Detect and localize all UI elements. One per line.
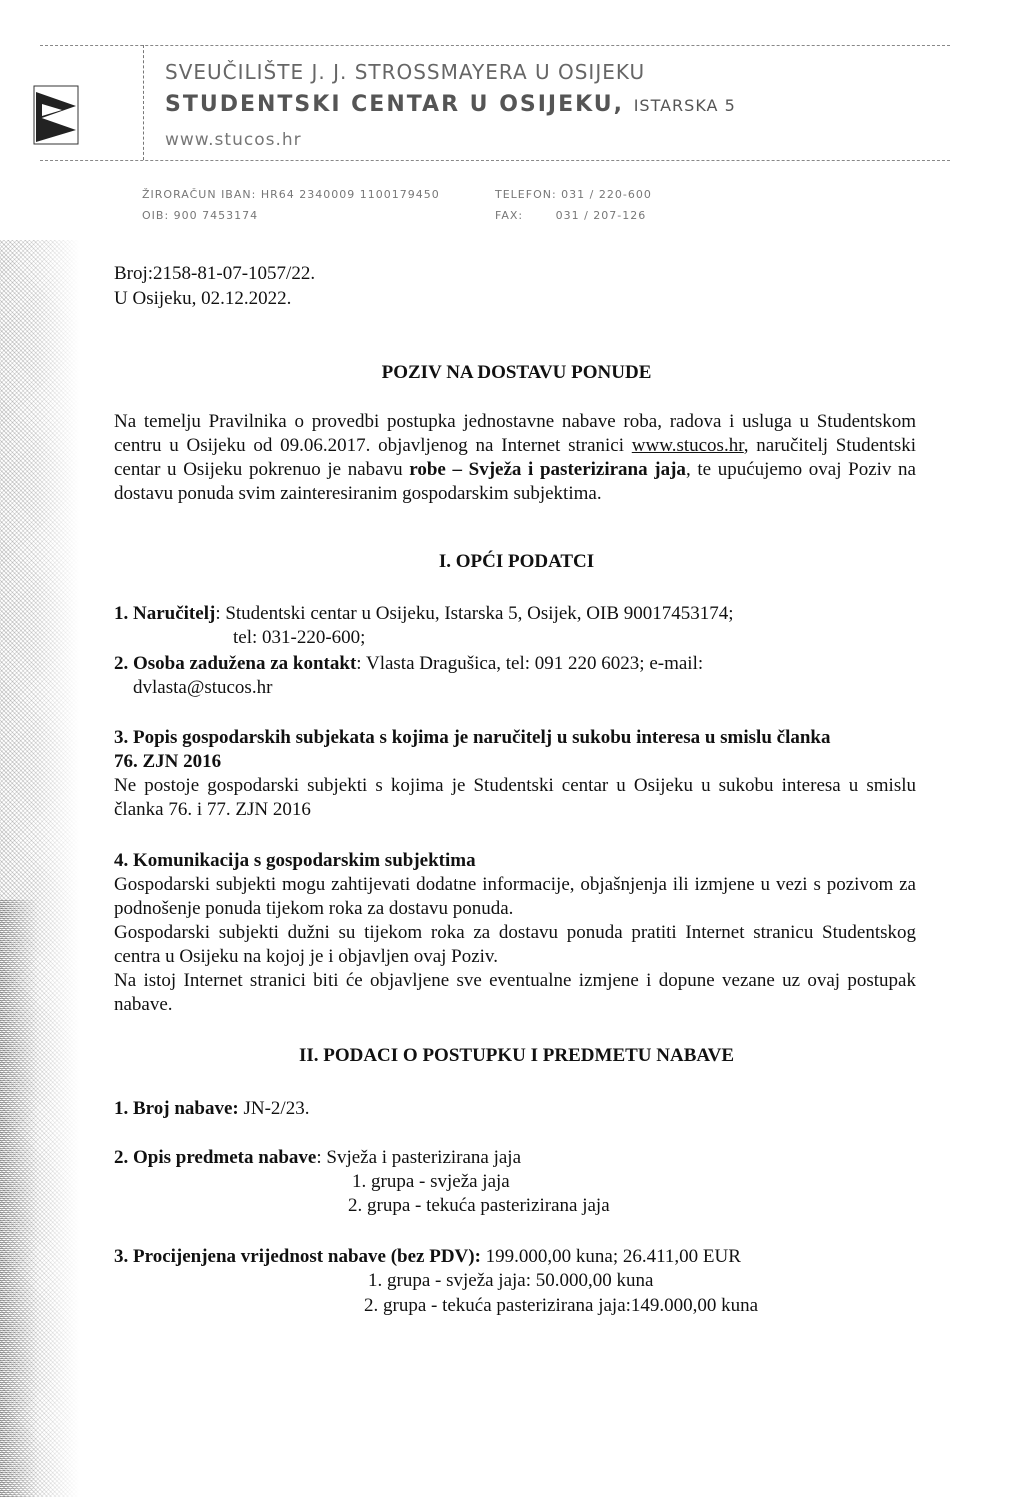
header-centre-name: STUDENTSKI CENTAR U OSIJEKU,: [165, 92, 625, 117]
header-top-rule: [40, 45, 950, 46]
header-oib: [142, 209, 258, 222]
oib-value: 900 7453174: [173, 209, 259, 222]
header-fax: [495, 209, 646, 222]
section-1-title: I. OPĆI PODATCI: [438, 551, 595, 572]
conflict-text: Ne postoje gospodarski subjekti s kojima je Studentski centar u Osijeku u sukobu interesa u smislu članka 76. i 77. ZJN 2016: [114, 775, 916, 820]
section-2-title: II. PODACI O POSTUPKU I PREDMETU NABAVE: [298, 1045, 735, 1066]
intro-text-1: Na temelju Pravilnika o provedbi postupka jednostavne nabave roba, radova i usluga u Studentskom centru u Osijeku od 09.06.2017. objavljenog na Internet stranici: [114, 411, 916, 456]
subject-description-value: : Svježa i pasterizirana jaja: [316, 1147, 522, 1168]
contracting-authority-text: : Studentski centar u Osijeku, Istarska 5, Osijek, OIB 90017453174;: [215, 603, 734, 624]
subject-description: [114, 1146, 521, 1170]
contact-person-label: 2. Osoba zadužena za kontakt: [114, 653, 357, 674]
communication-paragraph-3: Na istoj Internet stranici biti će objavljene sve eventualne izmjene i dopune vezane uz ovaj postupak nabave.: [114, 970, 916, 1015]
intro-subject: robe – Svježa i pasterizirana jaja: [409, 459, 686, 480]
contact-person-text: : Vlasta Dragušica, tel: 091 220 6023; e-mail:: [356, 653, 704, 674]
communication-paragraph-1: Gospodarski subjekti mogu zahtijevati dodatne informacije, objašnjenja ili izmjene u vezi s pozivom za podnošenje ponuda tijekom roka za dostavu ponuda.: [114, 874, 916, 919]
contact-person: [114, 652, 703, 676]
conflict-heading-line-1: 3. Popis gospodarskih subjekata s kojima je naručitelj u sukobu interesa u smislu članka: [114, 727, 831, 748]
website-link[interactable]: www.stucos.hr: [631, 435, 744, 456]
giro-value: HR64 2340009 1100179450: [260, 188, 440, 201]
header-bottom-rule: [40, 160, 950, 161]
header-centre: [165, 92, 736, 117]
contracting-authority-label: 1. Naručitelj: [114, 603, 216, 624]
studentski-centar-logo-icon: [32, 80, 80, 150]
procurement-number: [114, 1097, 309, 1121]
contact-email[interactable]: dvlasta@stucos.hr: [133, 677, 273, 698]
giro-label: ŽIRORAČUN IBAN:: [142, 188, 257, 201]
fax-label: FAX:: [495, 209, 524, 222]
procurement-number-label: 1. Broj nabave:: [114, 1098, 239, 1119]
communication-paragraph-2: Gospodarski subjekti dužni su tijekom roka za dostavu ponuda pratiti Internet stranicu Studentskog centra u Osijeku na kojoj je i objavljen ovaj Poziv.: [114, 922, 916, 967]
communication-heading: 4. Komunikacija s gospodarskim subjektima: [114, 850, 476, 871]
estimated-value-group-1: 1. grupa - svježa jaja: 50.000,00 kuna: [368, 1270, 654, 1291]
document-date: U Osijeku, 02.12.2022.: [114, 288, 292, 309]
tel-label: TELEFON:: [495, 188, 557, 201]
estimated-value-group-2: 2. grupa - tekuća pasterizirana jaja:149.000,00 kuna: [364, 1295, 759, 1316]
intro-paragraph: [114, 410, 916, 506]
document-title: POZIV NA DOSTAVU PONUDE: [381, 362, 652, 383]
subject-group-2: 2. grupa - tekuća pasterizirana jaja: [348, 1195, 610, 1216]
subject-group-1: 1. grupa - svježa jaja: [352, 1171, 510, 1192]
estimated-value: [114, 1245, 741, 1269]
oib-label: OIB:: [142, 209, 170, 222]
procurement-number-value: JN-2/23.: [238, 1098, 310, 1119]
header-website: www.stucos.hr: [165, 130, 302, 150]
scan-edge-dark: [0, 900, 38, 1497]
intro-text-3: , te upućujemo ovaj Poziv na dostavu ponuda svim zainteresiranim gospodarskim subjektima.: [114, 459, 916, 504]
fax-value: 031 / 207-126: [555, 209, 647, 222]
header-university: SVEUČILIŠTE J. J. STROSSMAYERA U OSIJEKU: [165, 60, 646, 84]
estimated-value-label: 3. Procijenjena vrijednost nabave (bez PDV):: [114, 1246, 481, 1267]
header-divider: [143, 45, 144, 160]
header-giro: [142, 188, 440, 201]
tel-value: 031 / 220-600: [561, 188, 652, 201]
contracting-authority-tel: tel: 031-220-600;: [233, 627, 366, 648]
conflict-heading-line-2: 76. ZJN 2016: [114, 751, 222, 772]
reference-number: Broj:2158-81-07-1057/22.: [114, 263, 316, 284]
header-tel: [495, 188, 652, 201]
intro-text-2: , naručitelj Studentski centar u Osijeku pokrenuo je nabavu: [114, 435, 916, 480]
subject-description-label: 2. Opis predmeta nabave: [114, 1147, 317, 1168]
estimated-value-amount: 199.000,00 kuna; 26.411,00 EUR: [480, 1246, 741, 1267]
contracting-authority: [114, 602, 734, 626]
header-centre-address: ISTARSKA 5: [633, 96, 736, 115]
